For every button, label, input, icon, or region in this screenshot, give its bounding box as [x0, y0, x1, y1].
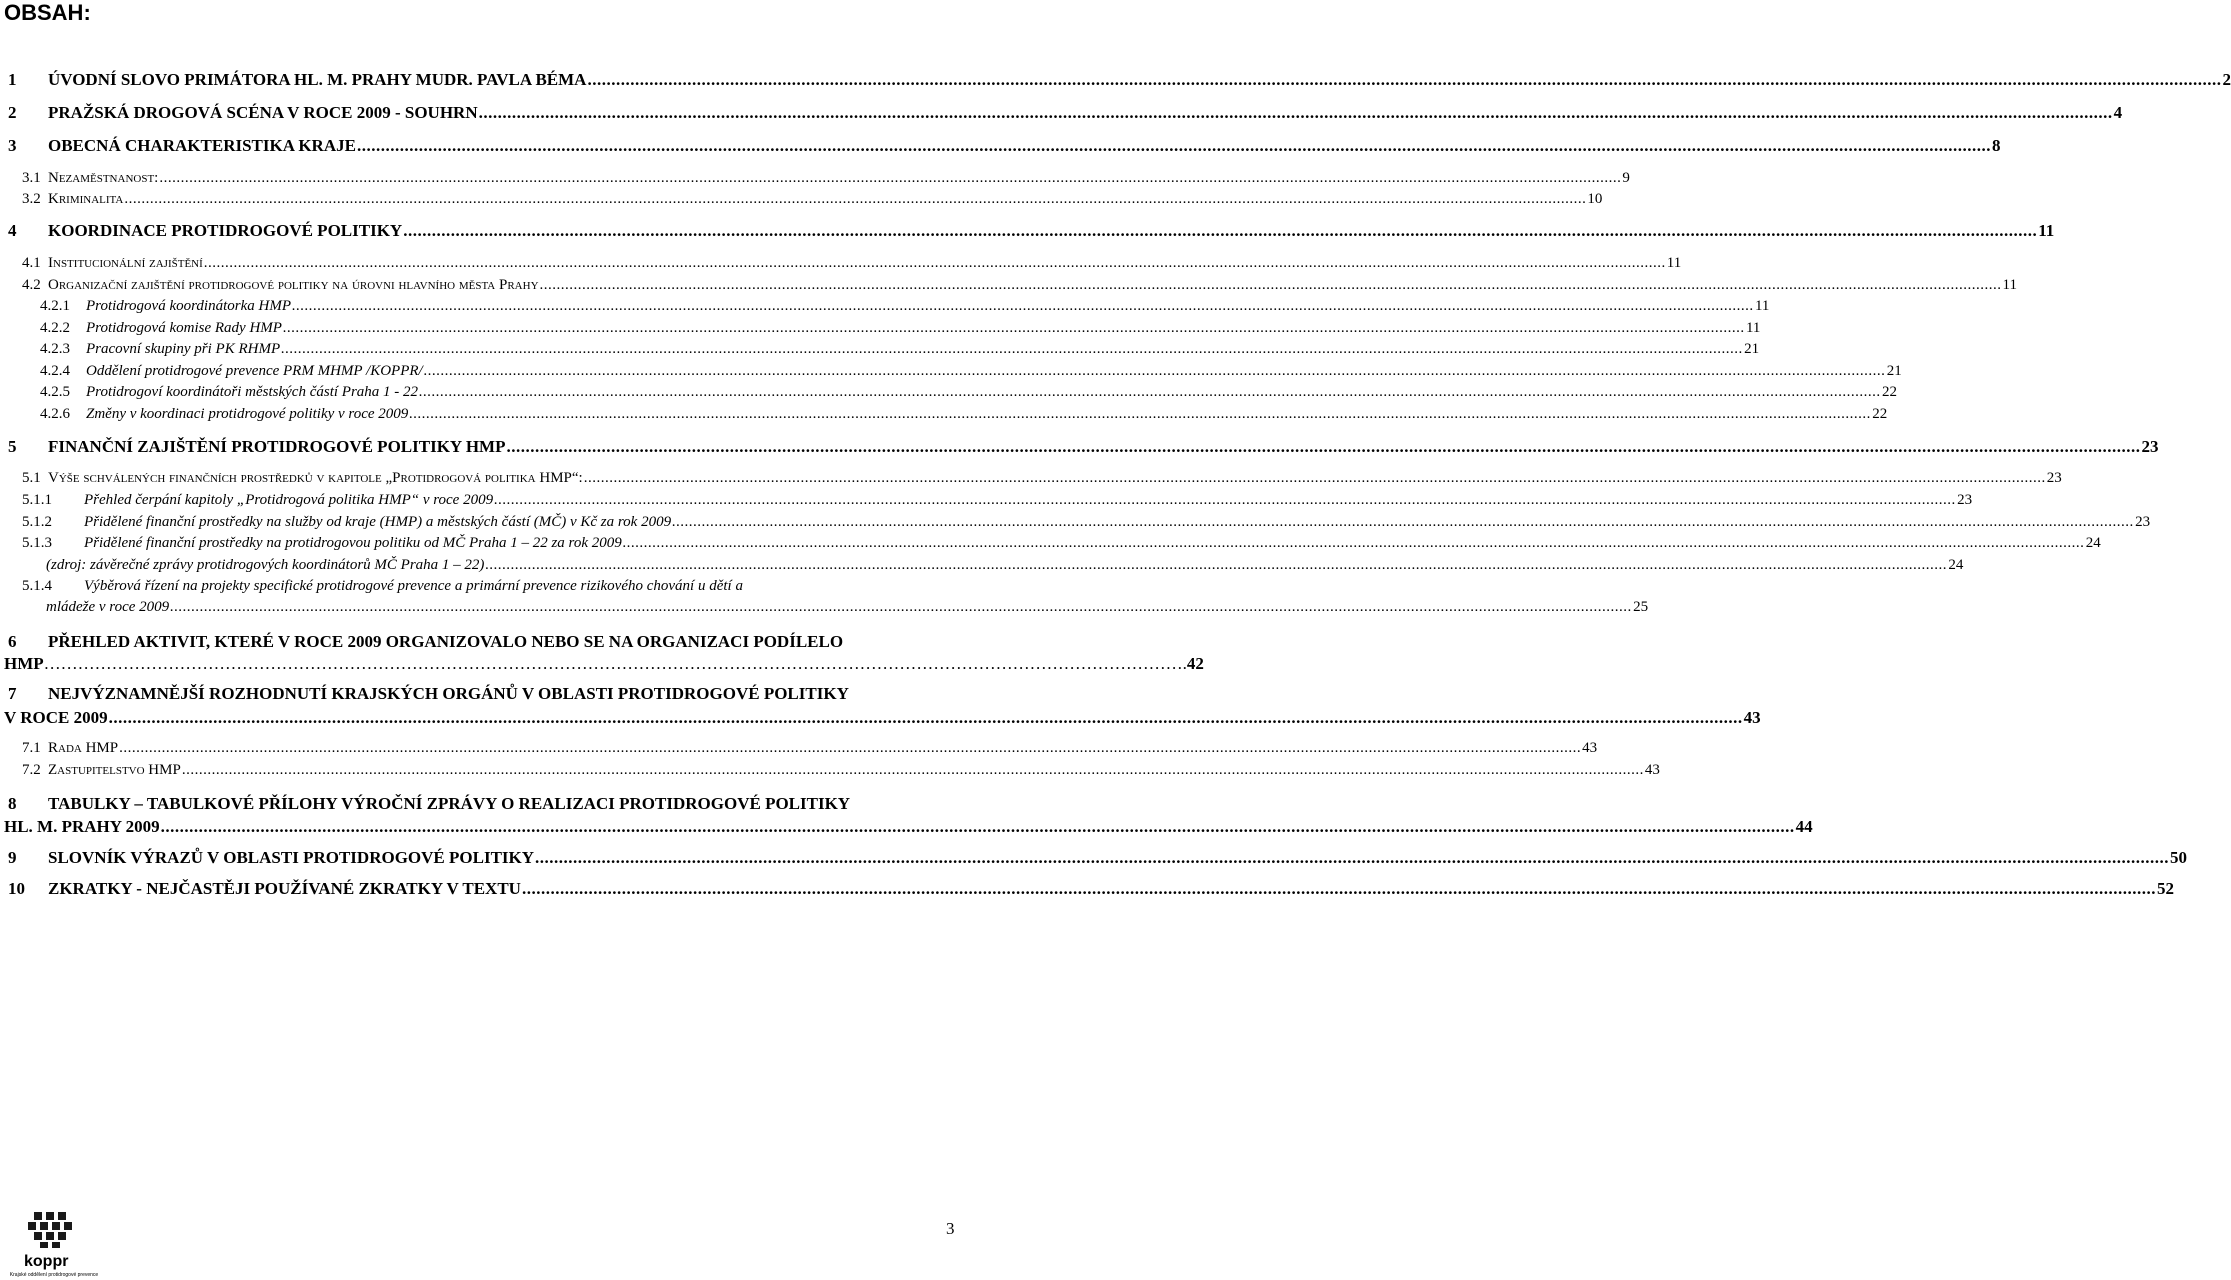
toc-entry-number: 4.2.3 — [40, 341, 70, 357]
toc-entry-number: 7 — [8, 684, 17, 703]
toc-entry-number: 4.2.4 — [40, 363, 70, 379]
toc-entry-title-line2: V ROCE 2009 — [4, 708, 108, 727]
toc-leader-dots — [119, 740, 1581, 757]
toc-entry-line2 — [4, 708, 1761, 728]
toc-entry-number: 4.2.5 — [40, 384, 70, 400]
toc-entry-title: Protidrogoví koordinátoři městských částí Praha 1 - 22 — [86, 384, 419, 400]
toc-entry-7-1[interactable] — [22, 740, 1598, 757]
toc-leader-dots — [522, 879, 2156, 899]
toc-leader-dots — [109, 708, 1743, 728]
toc-entry-5-1-3[interactable] — [22, 535, 2101, 552]
toc-leader-dots — [159, 170, 1621, 187]
toc-leader-dots — [161, 817, 1795, 837]
toc-entry-title: Kriminalita — [48, 191, 124, 207]
toc-leader-dots — [419, 384, 1881, 401]
toc-entry-page: 43 — [1743, 708, 1761, 727]
toc-entry-title: (zdroj: závěrečné zprávy protidrogových koordinátorů MČ Praha 1 – 22) — [46, 557, 485, 573]
toc-entry-title: Zastupitelstvo HMP — [48, 762, 181, 778]
toc-entry-title: Organizační zajištění protidrogové politiky na úrovni hlavního města Prahy — [48, 277, 539, 293]
toc-entry-page: 23 — [2046, 470, 2062, 486]
toc-entry-title: FINANČNÍ ZAJIŠTĚNÍ PROTIDROGOVÉ POLITIKY HMP — [48, 437, 506, 456]
logo-subtitle: Krajské oddělení protidrogové prevence — [9, 1272, 99, 1278]
toc-leader-ellipsis: …………………………………………………………………………………………………………………………………………………………………………………. — [43, 654, 1187, 673]
toc-entry-number: 3 — [8, 136, 17, 155]
toc-entry-title: Pracovní skupiny při PK RHMP — [86, 341, 281, 357]
toc-entry-title-line2: HMP — [4, 654, 44, 673]
toc-leader-dots — [403, 221, 2037, 241]
toc-entry-number: 5.1.2 — [22, 514, 52, 530]
toc-entry-page: 50 — [2170, 848, 2188, 867]
toc-entry-title: KOORDINACE PROTIDROGOVÉ POLITIKY — [48, 221, 403, 240]
toc-entry-page: 9 — [1622, 170, 1630, 186]
toc-entry-page: 10 — [1587, 191, 1603, 207]
toc-entry-page: 42 — [1186, 654, 1204, 673]
toc-entry-number: 7.1 — [22, 740, 41, 756]
toc-entry-title: Nezaměstnanost: — [48, 170, 159, 186]
toc-entry-title: PRAŽSKÁ DROGOVÁ SCÉNA V ROCE 2009 - SOUHRN — [48, 103, 478, 122]
toc-entry-number: 5.1 — [22, 470, 41, 486]
toc-entry-number: 4.2.1 — [40, 298, 70, 314]
toc-entry-number: 2 — [8, 103, 17, 122]
toc-leader-dots — [170, 599, 1632, 616]
toc-entry-page: 23 — [2141, 437, 2159, 456]
toc-entry-5[interactable] — [8, 437, 2159, 457]
toc-leader-dots — [494, 492, 1956, 509]
toc-entry-number: 4.1 — [22, 255, 41, 271]
toc-entry-number: 4.2.6 — [40, 406, 70, 422]
toc-entry-title: ÚVODNÍ SLOVO PRIMÁTORA HL. M. PRAHY MUDR. PAVLA BÉMA — [48, 70, 587, 89]
toc-entry-5-1-1[interactable] — [22, 492, 1973, 509]
logo-wordmark: koppr — [24, 1253, 69, 1270]
toc-entry-4-2-4[interactable] — [40, 363, 1902, 380]
toc-leader-dots — [506, 437, 2140, 457]
toc-entry-5-1-2[interactable] — [22, 514, 2151, 531]
toc-entry-page: 11 — [1745, 320, 1761, 336]
toc-entry-title: Přidělené finanční prostředky na protidrogovou politiku od MČ Praha 1 – 22 za rok 2009 — [84, 535, 622, 551]
toc-entry-number: 5.1.3 — [22, 535, 52, 551]
toc-entry-title: OBECNÁ CHARAKTERISTIKA KRAJE — [48, 136, 356, 155]
toc-entry-3-1[interactable] — [22, 170, 1630, 187]
toc-entry-number: 3.2 — [22, 191, 41, 207]
toc-leader-dots — [283, 320, 1745, 337]
toc-entry-7-2[interactable] — [22, 762, 1660, 779]
toc-entry-number: 5 — [8, 437, 17, 456]
toc-entry-3[interactable] — [8, 136, 2001, 156]
toc-entry-9[interactable] — [8, 848, 2188, 868]
toc-entry-5-1[interactable] — [22, 470, 2062, 487]
toc-leader-dots — [182, 762, 1644, 779]
toc-entry-title-line1: PŘEHLED AKTIVIT, KTERÉ V ROCE 2009 ORGANIZOVALO NEBO SE NA ORGANIZACI PODÍLELO — [48, 632, 844, 651]
toc-leader-dots — [479, 103, 2113, 123]
toc-entry-page: 22 — [1872, 406, 1888, 422]
toc-leader-dots — [357, 136, 1991, 156]
toc-entry-number: 6 — [8, 632, 17, 651]
toc-leader-dots — [623, 535, 2085, 552]
toc-entry-10[interactable] — [8, 879, 2174, 899]
toc-entry-page: 21 — [1744, 341, 1760, 357]
toc-leader-dots — [535, 848, 2169, 868]
toc-entry-number: 10 — [8, 879, 25, 898]
toc-leader-dots — [409, 406, 1871, 423]
toc-entry-2[interactable] — [8, 103, 2123, 123]
toc-leader-dots — [672, 514, 2134, 531]
toc-entry-page: 11 — [1666, 255, 1682, 271]
toc-entry-4-2-6[interactable] — [40, 406, 1888, 423]
toc-entry-page: 43 — [1582, 740, 1598, 756]
toc-entry-title: Rada HMP — [48, 740, 119, 756]
toc-leader-dots — [587, 70, 2221, 90]
toc-entry-title: Protidrogová komise Rady HMP — [86, 320, 282, 336]
toc-entry-4-2[interactable] — [22, 277, 2017, 294]
toc-entry-page: 44 — [1795, 817, 1813, 836]
toc-entry-page: 11 — [1754, 298, 1770, 314]
toc-entry-page: 43 — [1644, 762, 1660, 778]
toc-entry-number: 9 — [8, 848, 17, 867]
toc-entry-line2 — [4, 817, 1813, 837]
toc-entry-title: ZKRATKY - NEJČASTĚJI POUŽÍVANÉ ZKRATKY V TEXTU — [48, 879, 521, 898]
toc-entry-4-2-2[interactable] — [40, 320, 1761, 337]
toc-entry-title: Protidrogová koordinátorka HMP — [86, 298, 291, 314]
toc-entry-title-line1: TABULKY – TABULKOVÉ PŘÍLOHY VÝROČNÍ ZPRÁVY O REALIZACI PROTIDROGOVÉ POLITIKY — [48, 794, 851, 813]
toc-entry-title: Přidělené finanční prostředky na služby od kraje (HMP) a městských částí (MČ) v Kč za rok 2009 — [84, 514, 672, 530]
toc-entry-4[interactable] — [8, 221, 2055, 241]
toc-leader-dots — [540, 277, 2002, 294]
toc-entry-title: Změny v koordinaci protidrogové politiky v roce 2009 — [86, 406, 409, 422]
toc-leader-dots — [124, 191, 1586, 208]
toc-entry-title: Oddělení protidrogové prevence PRM MHMP /KOPPR/ — [86, 363, 423, 379]
toc-entry-page: 11 — [2038, 221, 2055, 240]
toc-entry-line2 — [46, 599, 1649, 616]
toc-entry-title: Přehled čerpání kapitoly „Protidrogová politika HMP“ v roce 2009 — [84, 492, 494, 508]
toc-entry-title: Institucionální zajištění — [48, 255, 203, 271]
toc-entry-number: 3.1 — [22, 170, 41, 186]
toc-entry-page: 24 — [2085, 535, 2101, 551]
toc-leader-dots — [281, 341, 1743, 358]
page-number: 3 — [946, 1219, 955, 1238]
toc-entry-title-line1: Výběrová řízení na projekty specifické protidrogové prevence a primární prevence rizikového chování u dětí a — [84, 578, 743, 594]
toc-heading: OBSAH: — [4, 0, 91, 25]
toc-entry-source-note[interactable] — [22, 557, 1964, 574]
toc-entry-4-2-3[interactable] — [40, 341, 1760, 358]
toc-entry-title-line2: HL. M. PRAHY 2009 — [4, 817, 160, 836]
toc-entry-page: 21 — [1886, 363, 1902, 379]
toc-leader-dots — [292, 298, 1754, 315]
toc-leader-dots — [584, 470, 2046, 487]
toc-entry-title-line2: mládeže v roce 2009 — [46, 599, 170, 615]
toc-entry-title: Výše schválených finančních prostředků v kapitole „Protidrogová politika HMP“: — [48, 470, 583, 486]
toc-entry-number: 5.1.1 — [22, 492, 52, 508]
toc-entry-number: 4.2 — [22, 277, 41, 293]
toc-entry-page: 24 — [1948, 557, 1964, 573]
toc-entry-line2 — [4, 654, 1204, 674]
toc-entry-1[interactable] — [8, 70, 2231, 90]
toc-leader-dots — [204, 255, 1666, 272]
toc-entry-page: 8 — [1991, 136, 2001, 155]
toc-entry-number: 7.2 — [22, 762, 41, 778]
toc-entry-number: 4.2.2 — [40, 320, 70, 336]
toc-entry-4-2-1[interactable] — [40, 298, 1770, 315]
toc-entry-page: 2 — [2222, 70, 2231, 89]
toc-entry-page: 52 — [2156, 879, 2174, 898]
toc-entry-page: 23 — [2135, 514, 2151, 530]
toc-entry-page: 11 — [2002, 277, 2017, 293]
toc-entry-4-1[interactable] — [22, 255, 1682, 272]
toc-entry-title: SLOVNÍK VÝRAZŮ V OBLASTI PROTIDROGOVÉ POLITIKY — [48, 848, 535, 867]
toc-entry-title-line1: NEJVÝZNAMNĚJŠÍ ROZHODNUTÍ KRAJSKÝCH ORGÁNŮ V OBLASTI PROTIDROGOVÉ POLITIKY — [48, 684, 849, 703]
toc-entry-3-2[interactable] — [22, 191, 1603, 208]
toc-entry-number: 5.1.4 — [22, 578, 52, 594]
toc-leader-dots — [424, 363, 1886, 380]
toc-leader-dots — [485, 557, 1947, 574]
toc-entry-page: 22 — [1882, 384, 1898, 400]
toc-entry-4-2-5[interactable] — [40, 384, 1898, 401]
toc-entry-number: 1 — [8, 70, 17, 89]
toc-entry-number: 8 — [8, 794, 17, 813]
toc-entry-page: 4 — [2113, 103, 2123, 122]
toc-entry-number: 4 — [8, 221, 17, 240]
toc-entry-page: 23 — [1957, 492, 1973, 508]
toc-entry-page: 25 — [1633, 599, 1649, 615]
